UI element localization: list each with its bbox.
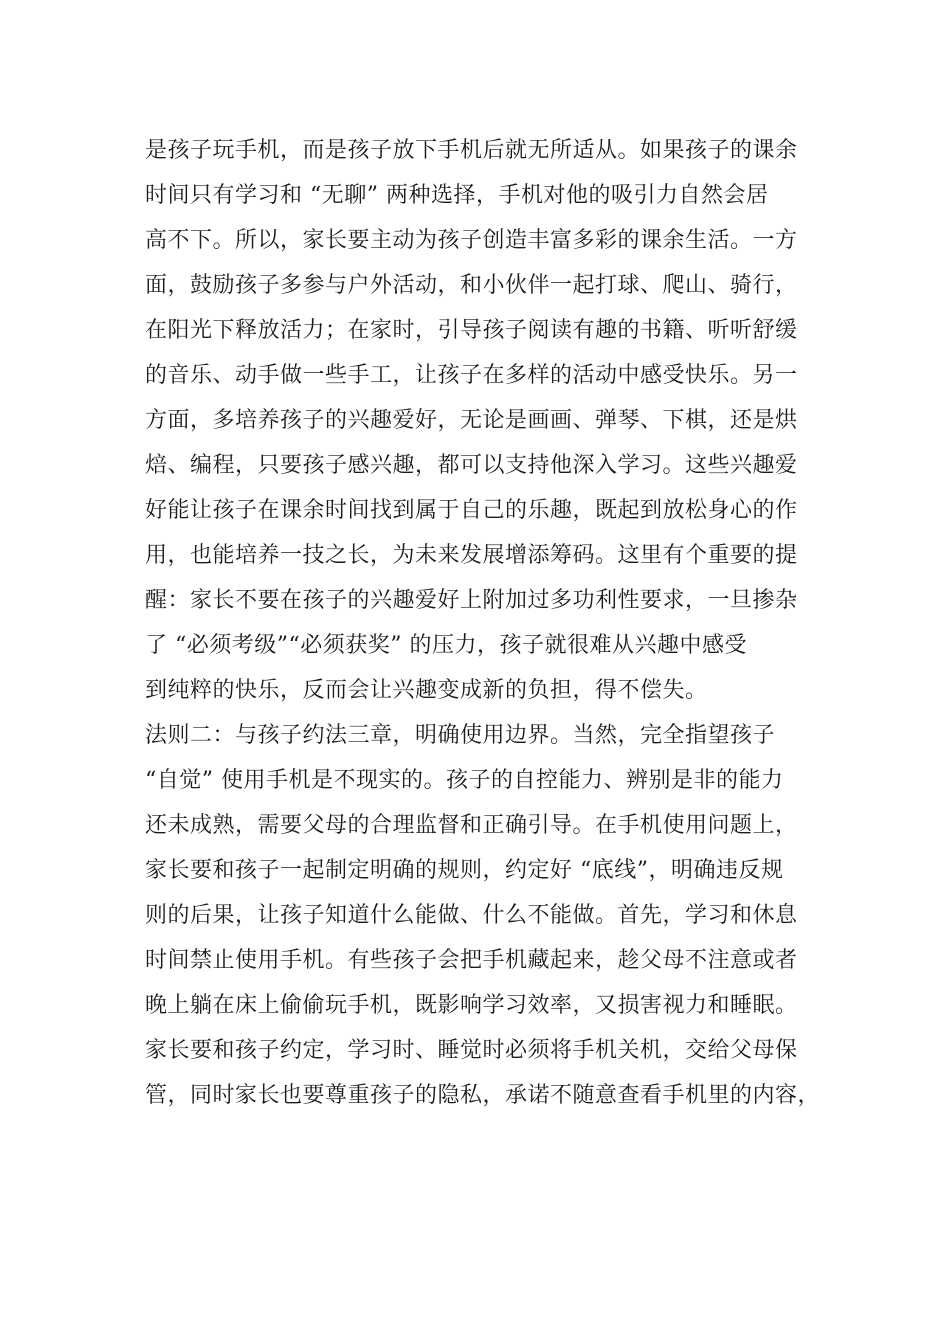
- text-line: 方面，多培养孩子的兴趣爱好，无论是画画、弹琴、下棋，还是烘: [145, 408, 798, 433]
- text-line: 的音乐、动手做一些手工，让孩子在多样的活动中感受快乐。另一: [145, 363, 798, 388]
- text-line: 家长要和孩子约定，学习时、睡觉时必须将手机关机，交给父母保: [145, 1038, 798, 1063]
- text-line: 到纯粹的快乐，反而会让兴趣变成新的负担，得不偿失。: [145, 678, 708, 703]
- text-line: 了 “必须考级”“必须获奖” 的压力，孩子就很难从兴趣中感受: [145, 633, 747, 658]
- text-line: 醒：家长不要在孩子的兴趣爱好上附加过多功利性要求，一旦掺杂: [145, 588, 798, 613]
- text-line: “自觉” 使用手机是不现实的。孩子的自控能力、辨别是非的能力: [145, 768, 784, 793]
- text-line: 家长要和孩子一起制定明确的规则，约定好 “底线”，明确违反规: [145, 858, 784, 883]
- text-line: 则的后果，让孩子知道什么能做、什么不能做。首先，学习和休息: [145, 903, 798, 928]
- text-line: 管，同时家长也要尊重孩子的隐私，承诺不随意查看手机里的内容，: [145, 1083, 821, 1108]
- text-line: 好能让孩子在课余时间找到属于自己的乐趣，既起到放松身心的作: [145, 498, 798, 523]
- text-line: 用，也能培养一技之长，为未来发展增添筹码。这里有个重要的提: [145, 543, 798, 568]
- text-line: 在阳光下释放活力；在家时，引导孩子阅读有趣的书籍、听听舒缓: [145, 318, 798, 343]
- text-line: 面，鼓励孩子多参与户外活动，和小伙伴一起打球、爬山、骑行，: [145, 273, 798, 298]
- rule-heading-line: 法则二：与孩子约法三章，明确使用边界。当然，完全指望孩子: [145, 723, 776, 748]
- text-line: 高不下。所以，家长要主动为孩子创造丰富多彩的课余生活。一方: [145, 228, 798, 253]
- text-line: 时间禁止使用手机。有些孩子会把手机藏起来，趁父母不注意或者: [145, 948, 798, 973]
- text-line: 晚上躺在床上偷偷玩手机，既影响学习效率，又损害视力和睡眠。: [145, 993, 798, 1018]
- body-text: [145, 128, 825, 1118]
- text-line: 是孩子玩手机，而是孩子放下手机后就无所适从。如果孩子的课余: [145, 138, 798, 163]
- text-line: 时间只有学习和 “无聊” 两种选择，手机对他的吸引力自然会居: [145, 183, 769, 208]
- text-line: 还未成熟，需要父母的合理监督和正确引导。在手机使用问题上，: [145, 813, 798, 838]
- text-line: 焙、编程，只要孩子感兴趣，都可以支持他深入学习。这些兴趣爱: [145, 453, 798, 478]
